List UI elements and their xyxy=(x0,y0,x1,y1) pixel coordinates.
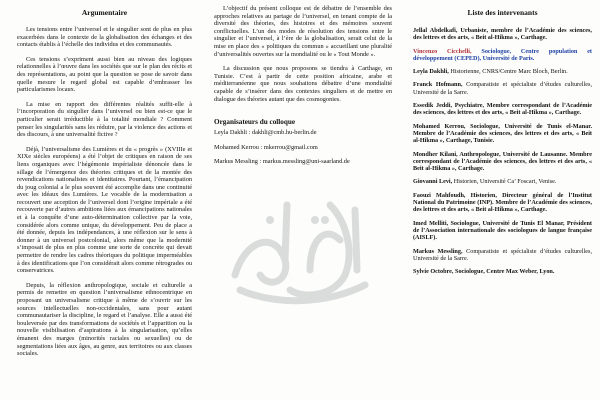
argumentaire-paragraph: Depuis, la réflexion anthropologique, sociale et culturelle a permis de remettre en question l’universalisme ethnocentrique en proposant un universalisme critique à même de s’ouvrir sur les sources intellectuelles non-occidentales, sans pour autant communautariser la discipline, le regard et l’analyse. Elle a aussi été bouleversée par des transformations de sociétés et l’apparition ou la nouvelle visibilisation d’aspirations à la singularisation, qu’elles émanent des marges (minorités raciales ou sexuelles) ou de segmentations liées aux âges, au genre, aux territoires ou aux classes sociales. xyxy=(17,281,192,358)
speaker-name: Sylvie Octobre, xyxy=(413,268,454,276)
speaker-entry xyxy=(413,48,592,63)
speaker-entry xyxy=(413,248,592,263)
speaker-description: Urbaniste, membre de l’Académie des sciences, des lettres et des arts, « Beit al-Hikma », Carthage. xyxy=(413,27,592,42)
speakers-title: Liste des intervenants xyxy=(467,8,538,17)
speaker-description: Sociologue, Centre population et développement (CEPED), Université de Paris. xyxy=(413,47,592,62)
speaker-name: Faouzi Mahfoudh, xyxy=(413,191,466,199)
speaker-entry xyxy=(413,27,592,42)
organizer-line: Mohamed Kerrou : mkerrou@gmail.com xyxy=(214,143,318,151)
organizer-line: Markus Messling : markus.messling@uni-saarland.de xyxy=(214,158,350,166)
speaker-entry xyxy=(413,192,592,214)
organizer-email-link[interactable]: markus.messling@uni-saarland.de xyxy=(262,158,350,166)
speaker-name: Giovanni Levi, xyxy=(413,178,453,186)
speaker-description: Anthropologue, Université de Lausanne. Membre correspondant de l’Académie des sciences, des lettres et des arts, « Beit al-Hikma », Carthage. xyxy=(413,150,592,173)
speaker-entry xyxy=(413,178,592,185)
speaker-description: Historien, Université Ca’ Foscari, Venise. xyxy=(452,178,557,186)
speaker-description: Historienne, CNRS/Centre Marc Bloch, Berlin. xyxy=(448,68,568,76)
speaker-name: Essedik Jeddi, xyxy=(413,102,453,110)
speaker-entry xyxy=(413,68,592,75)
speaker-entry xyxy=(413,81,592,96)
argumentaire-paragraph: La mise en rapport des différentes réalités suffit-elle à l’incorporation du singulier dans l’universel ou bien est-ce que le particulier serait irréductible à la totalité mondiale ? Comment penser les singularités sans les réduire, par la violence des actions et des discours, à une universalité fictive ? xyxy=(17,100,192,139)
organizers-title: Organisateurs du colloque xyxy=(214,118,296,127)
speaker-description: Historien, Directeur général de l’Institut National du Patrimoine (INP). Membre de l’Académie des sciences, des lettres et des arts, « Beit al-Hikma », Carthage. xyxy=(413,191,592,214)
organizer-email-link[interactable]: mkerrou@gmail.com xyxy=(263,143,318,151)
speaker-entry xyxy=(413,268,592,275)
speaker-entry xyxy=(413,102,592,117)
speakers-column xyxy=(400,0,600,400)
organizer-name: Markus Messling xyxy=(214,158,258,166)
speaker-entry xyxy=(413,123,592,145)
argumentaire-paragraph: Les tensions entre l’universel et le singulier sont de plus en plus exacerbées dans le contexte de la globalisation des échanges et des contacts établis à l’échelle des individus et des communautés. xyxy=(17,26,192,49)
speaker-description: Comparatiste et spécialiste d’études culturelles, Université de la Sarre. xyxy=(413,81,592,96)
speaker-name: Leyla Dakhli, xyxy=(413,68,449,76)
speaker-name: Imed Melliti, xyxy=(413,219,449,227)
speaker-entry xyxy=(413,151,592,173)
speaker-description: Comparatiste et spécialiste d’études culturelles, Université de la Sarre. xyxy=(413,247,592,262)
speaker-name: Jellal Abdelkafi, xyxy=(413,27,458,34)
speaker-name: Vincenzo Cicchelli, xyxy=(413,47,472,55)
organizer-line: Leyla Dakhli : dakhli@cmb.hu-berlin.de xyxy=(214,129,317,137)
speaker-description: Psychiatre, Membre correspondant de l’Académie des sciences, des lettres et des arts, « Beit al-Hikma », Carthage. xyxy=(413,102,592,117)
calligraphy-logo-watermark xyxy=(215,180,385,320)
organizer-email-link[interactable]: dakhli@cmb.hu-berlin.de xyxy=(251,129,317,137)
speaker-description: Sociologue, Université de Tunis El Manar, Président de l’Association internationale des sociologues de langue française (AISLF). xyxy=(413,219,592,242)
organizer-name: Leyla Dakhli xyxy=(214,129,248,137)
speaker-description: Sociologue, Centre Max Weber, Lyon. xyxy=(453,268,555,276)
speaker-name: Mondher Kilani, xyxy=(413,150,458,158)
argumentaire-column xyxy=(0,0,200,400)
speaker-name: Mohamed Kerrou, xyxy=(413,122,466,130)
argumentaire-paragraph: Ces tensions s’expriment aussi bien au niveau des logiques relationnelles à l’œuvre dans les sociétés que sur le plan des récits et des représentations, au point que la question se pose de savoir dans quelle mesure le regard global est capable d’embrasser les particularismes locaux. xyxy=(17,55,192,94)
argumentaire-title: Argumentaire xyxy=(81,8,128,17)
speaker-name: Markus Messling, xyxy=(413,247,463,255)
argumentaire-paragraph: Déjà, l’universalisme des Lumières et du « progrès » (XVIIIe et XIXe siècles européens) a été l’objet de critiques en raison de ses liens organiques avec l’hégémonie impérialiste dénoncée dans le sillage de l’émergence des théories critiques et de la montée des revendications nationalistes et identitaires. Pourtant, l’émancipation du joug colonial a le plus souvent été accomplie dans une continuité avec les idéaux des Lumières. Le vocable de la modernisation a recouvert une acception de l’universel dont l’origine impériale a été recouverte par d’autres ambitions liées aux émancipations nationales et à la conquête d’une auto-détermination collective par la voie, considérée alors comme unique, du développement. Peu de place a été donnée, depuis les indépendances, à une réflexion sur le sens à donner à un universel postcolonial, alors même que la modernité s’imposait de plus en plus comme une sorte de concrète qui devait permettre de rendre les cadres théoriques du politique imperméables à des identifications que l’on considérait alors comme rétrogrades ou conservatrices. xyxy=(17,145,192,275)
speaker-name: Franck Hofmann, xyxy=(413,81,463,89)
organizer-name: Mohamed Kerrou xyxy=(214,143,259,151)
objective-paragraph: L’objectif du présent colloque est de débattre de l’ensemble des approches relatives au partage de l’universel, en tenant compte de la diversité des théories, des histoires et des mémoires souvent conflictuelles. L’un des modes de résolution des tensions entre le singulier et l’universel, à l’ère de la globalisation, serait celui de la mise en place des « politiques du commun » accueillant une pluralité d’universalités ouvertes sur la mondialité ou le « Tout Monde ». xyxy=(214,5,392,58)
speaker-entry xyxy=(413,220,592,242)
speaker-description: Sociologue, Université de Tunis el-Manar. Membre de l’Académie des sciences, des lettres et des arts, « Beit al-Hikma », Carthage, Tunisie. xyxy=(413,122,592,145)
objective-paragraph: La discussion que nous proposons se tiendra à Carthage, en Tunisie. C’est à partir de cette position africaine, arabe et méditerranéenne que nous souhaitons débattre d’une mondialité capable de s’insérer dans des contextes singuliers et de mettre en dialogue des théories autant que des cosmogonies. xyxy=(214,65,392,103)
